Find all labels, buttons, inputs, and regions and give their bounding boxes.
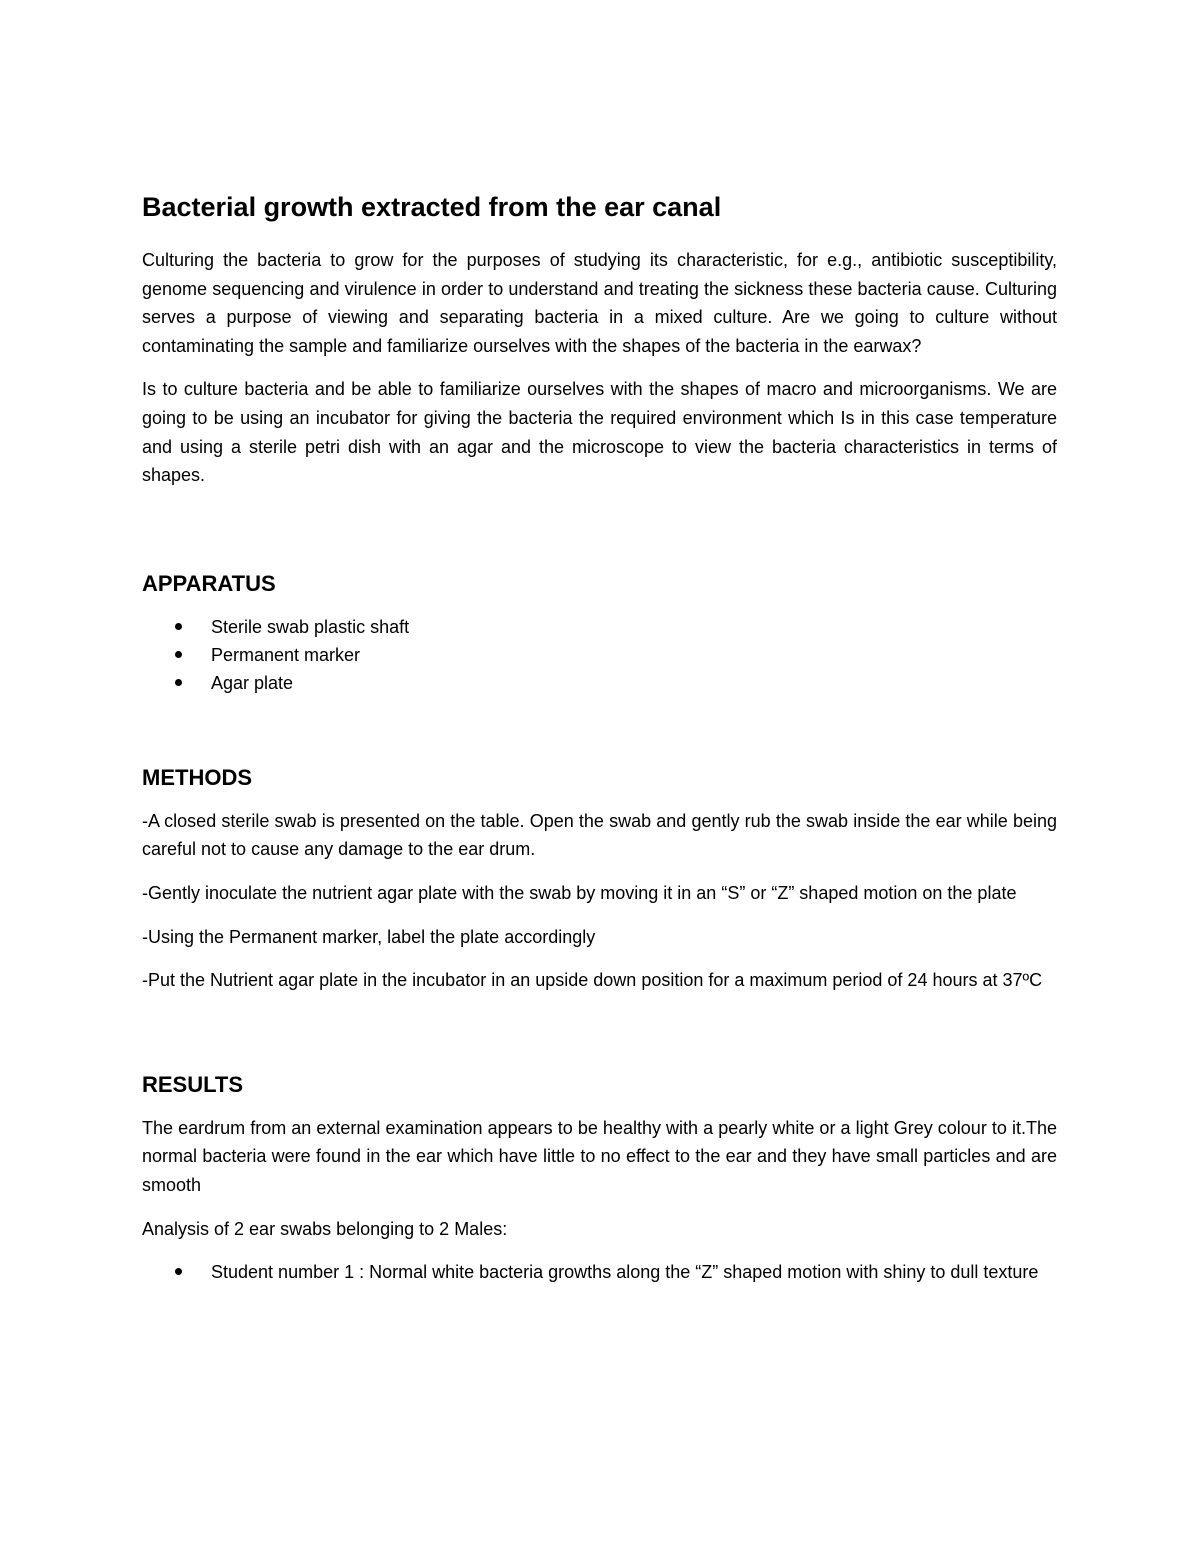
bullet-icon bbox=[175, 679, 182, 686]
document-page bbox=[142, 190, 1057, 1286]
section-spacer bbox=[142, 1010, 1057, 1070]
analysis-intro: Analysis of 2 ear swabs belonging to 2 Males: bbox=[142, 1218, 508, 1239]
document-title: Bacterial growth extracted from the ear canal bbox=[142, 192, 722, 222]
section-spacer bbox=[142, 697, 1057, 763]
list-item-text: Sterile swab plastic shaft bbox=[211, 616, 410, 637]
list-item bbox=[142, 641, 1057, 669]
list-item bbox=[142, 669, 1057, 697]
method-step-3: -Using the Permanent marker, label the plate accordingly bbox=[142, 926, 596, 947]
bullet-icon bbox=[175, 1268, 182, 1275]
methods-heading: METHODS bbox=[142, 764, 252, 790]
apparatus-list bbox=[142, 613, 1057, 697]
list-item-text: Permanent marker bbox=[211, 644, 361, 665]
bullet-icon bbox=[175, 651, 182, 658]
intro-paragraph-2: Is to culture bacteria and be able to familiarize ourselves with the shapes of macro and microorganisms. We are going to be using an incubator for giving the bacteria the required environment which Is in this case temperature and using a sterile petri dish with an agar and the microscope to view the bacteria characteristics in terms of shapes. bbox=[142, 379, 1057, 486]
results-list bbox=[142, 1258, 1057, 1286]
list-item-text: Agar plate bbox=[211, 672, 294, 693]
method-step-1: -A closed sterile swab is presented on the table. Open the swab and gently rub the swab inside the ear while being careful not to cause any damage to the ear drum. bbox=[142, 810, 1057, 860]
intro-paragraph-1: Culturing the bacteria to grow for the purposes of studying its characteristic, for e.g., antibiotic susceptibility, genome sequencing and virulence in order to understand and treating the sickness these bacteria cause. Culturing serves a purpose of viewing and separating bacteria in a mixed culture. Are we going to culture without contaminating the sample and familiarize ourselves with the shapes of the bacteria in the earwax? bbox=[142, 250, 1057, 356]
method-step-2: -Gently inoculate the nutrient agar plate with the swab by moving it in an “S” or “Z” shaped motion on the plate bbox=[142, 882, 1017, 903]
results-heading: RESULTS bbox=[142, 1071, 244, 1097]
apparatus-heading: APPARATUS bbox=[142, 570, 276, 596]
bullet-icon bbox=[175, 623, 182, 630]
results-paragraph: The eardrum from an external examination appears to be healthy with a pearly white or a light Grey colour to it.The normal bacteria were found in the ear which have little to no effect to the ear and they have small particles and are smooth bbox=[142, 1117, 1057, 1195]
list-item bbox=[142, 1258, 1057, 1286]
method-step-4: -Put the Nutrient agar plate in the incubator in an upside down position for a maximum period of 24 hours at 37ºC bbox=[142, 970, 1043, 991]
list-item bbox=[142, 613, 1057, 641]
section-spacer bbox=[142, 505, 1057, 569]
list-item-text: Student number 1 : Normal white bacteria growths along the “Z” shaped motion with shiny to dull texture bbox=[211, 1262, 1039, 1283]
